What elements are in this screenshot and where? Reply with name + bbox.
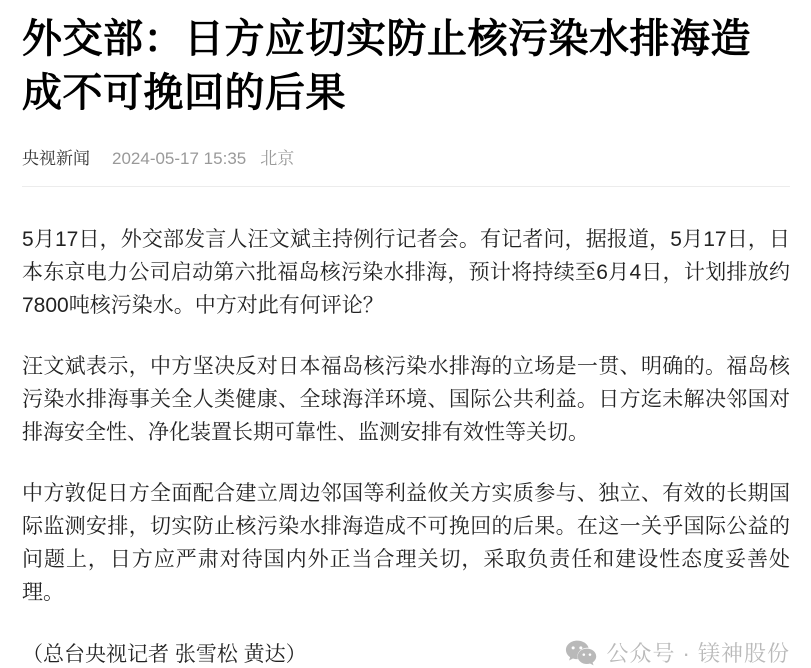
watermark-label: 公众号 · 镁神股份 (606, 641, 790, 666)
author-note: （总台央视记者 张雪松 黄达） (22, 642, 307, 666)
article-paragraph: 5月17日，外交部发言人汪文斌主持例行记者会。有记者问，据报道，5月17日，日本东京电力公司启动第六批福岛核污染水排海，预计将持续至6月4日，计划排放约7800吨核污染水。中方对此有何评论？ (22, 228, 790, 317)
source-name: 央视新闻 (22, 149, 90, 168)
wechat-icon (565, 639, 597, 667)
page-title: 外交部：日方应切实防止核污染水排海造成不可挽回的后果 (22, 17, 751, 115)
divider (22, 186, 790, 187)
publish-location: 北京 (260, 149, 295, 168)
article-paragraph: 汪文斌表示，中方坚决反对日本福岛核污染水排海的立场是一贯、明确的。福岛核污染水排海事关全人类健康、全球海洋环境、国际公共利益。日方迄未解决邻国对排海安全性、净化装置长期可靠性、监测安排有效性等关切。 (22, 355, 790, 444)
footer-row (22, 637, 790, 668)
article-page (0, 12, 811, 666)
publish-time: 2024-05-17 15:35 (112, 149, 247, 168)
article-body (22, 223, 790, 609)
article-paragraph: 中方敦促日方全面配合建立周边邻国等利益攸关方实质参与、独立、有效的长期国际监测安排，切实防止核污染水排海造成不可挽回的后果。在这一关乎国际公益的问题上，日方应严肃对待国内外正当合理关切，采取负责任和建设性态度妥善处理。 (22, 482, 790, 604)
account-watermark (565, 637, 790, 668)
byline (22, 150, 790, 168)
